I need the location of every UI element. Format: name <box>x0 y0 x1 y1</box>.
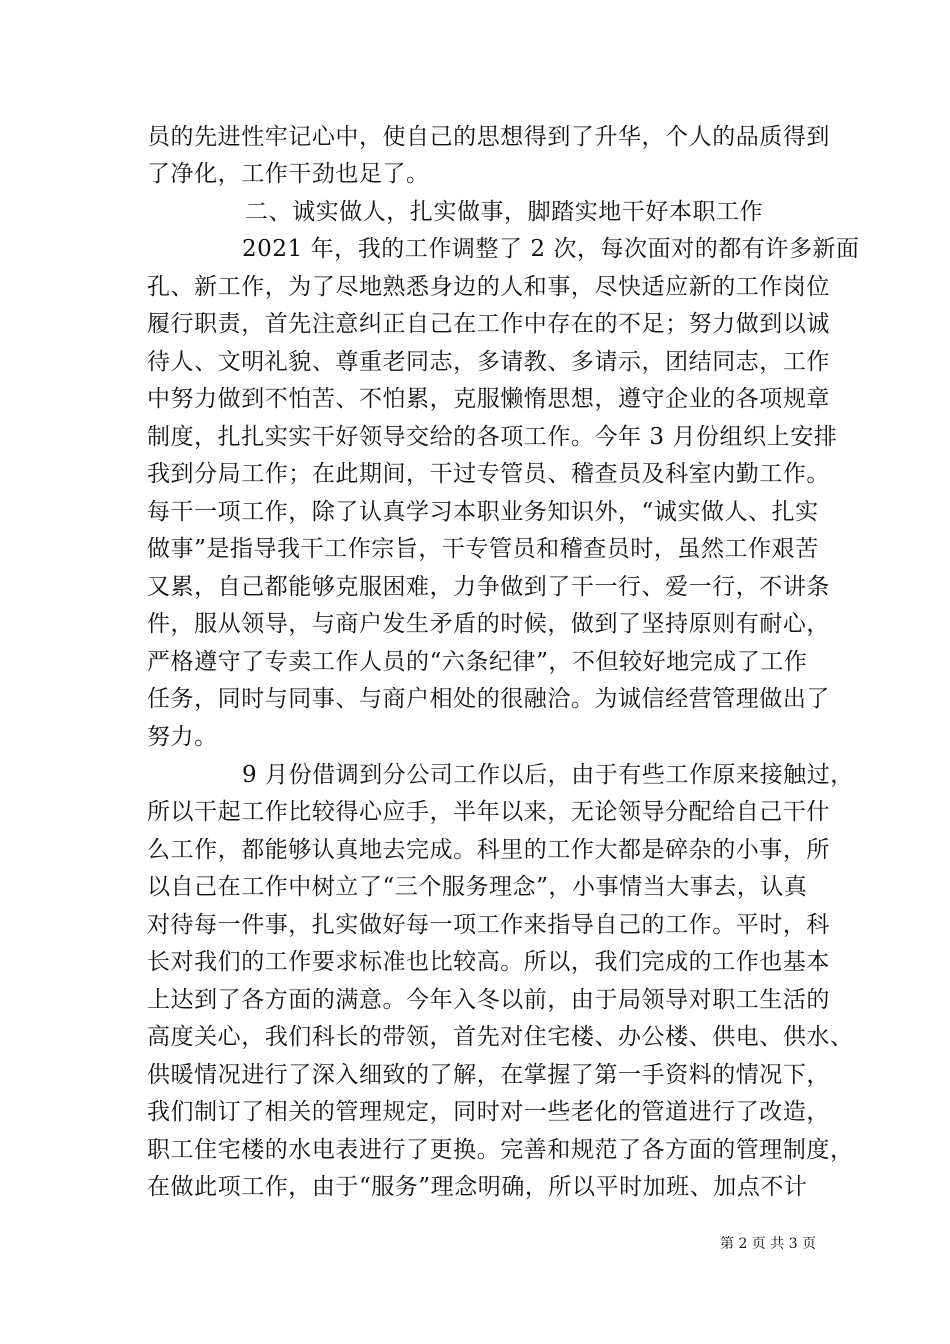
text-line: 所以干起工作比较得心应手，半年以来，无论领导分配给自己干什 <box>147 799 830 825</box>
text-line: 供暖情况进行了深入细致的了解，在掌握了第一手资料的情况下， <box>147 1062 830 1088</box>
text-line: 严格遵守了专卖工作人员的“六条纪律”，不但较好地完成了工作 <box>147 649 808 675</box>
text-line: 我们制订了相关的管理规定，同时对一些老化的管道进行了改造， <box>147 1099 830 1125</box>
text-line: 以自己在工作中树立了“三个服务理念”，小事情当大事去，认真 <box>147 874 808 900</box>
section-heading: 二、诚实做人，扎实做事，脚踏实地干好本职工作 <box>245 199 764 225</box>
text-line: 制度，扎扎实实干好领导交给的各项工作。今年 3 月份组织上安排 <box>147 424 838 450</box>
text-line: 又累，自己都能够克服困难，力争做到了干一行、爱一行，不讲条 <box>147 574 830 600</box>
text-line: 努力。 <box>147 724 218 750</box>
text-line: 员的先进性牢记心中，使自己的思想得到了升华，个人的品质得到 <box>147 124 830 150</box>
text-line: 中努力做到不怕苦、不怕累，克服懒惰思想，遵守企业的各项规章 <box>147 386 830 412</box>
text-line: 履行职责，首先注意纠正自己在工作中存在的不足；努力做到以诚 <box>147 311 830 337</box>
text-line: 件，服从领导，与商户发生矛盾的时候，做到了坚持原则有耐心， <box>147 611 830 637</box>
text-line: 每干一项工作，除了认真学习本职业务知识外，“诚实做人、扎实 <box>147 499 819 525</box>
text-line: 么工作，都能够认真地去完成。科里的工作大都是碎杂的小事，所 <box>147 837 830 863</box>
text-line: 上达到了各方面的满意。今年入冬以前，由于局领导对职工生活的 <box>147 987 830 1013</box>
text-line: 9 月份借调到分公司工作以后，由于有些工作原来接触过， <box>242 762 854 788</box>
text-line: 待人、文明礼貌、尊重老同志，多请教、多请示，团结同志，工作 <box>147 349 830 375</box>
text-line: 孔、新工作，为了尽地熟悉身边的人和事，尽快适应新的工作岗位 <box>147 274 830 300</box>
text-line: 我到分局工作；在此期间，干过专管员、稽查员及科室内勤工作。 <box>147 461 830 487</box>
text-line: 长对我们的工作要求标准也比较高。所以，我们完成的工作也基本 <box>147 949 830 975</box>
text-line: 高度关心，我们科长的带领，首先对住宅楼、办公楼、供电、供水、 <box>147 1024 854 1050</box>
text-line: 任务，同时与同事、与商户相处的很融洽。为诚信经营管理做出了 <box>147 686 830 712</box>
text-line: 2021 年，我的工作调整了 2 次，每次面对的都有许多新面 <box>242 236 860 262</box>
text-line: 对待每一件事，扎实做好每一项工作来指导自己的工作。平时，科 <box>147 912 830 938</box>
text-line: 做事”是指导我干工作宗旨，干专管员和稽查员时，虽然工作艰苦 <box>147 536 819 562</box>
page-number: 第 2 页 共 3 页 <box>720 1236 817 1252</box>
text-line: 职工住宅楼的水电表进行了更换。完善和规范了各方面的管理制度， <box>147 1137 854 1163</box>
text-line: 在做此项工作，由于“服务”理念明确，所以平时加班、加点不计 <box>147 1174 808 1200</box>
text-line: 了净化，工作干劲也足了。 <box>147 161 430 187</box>
